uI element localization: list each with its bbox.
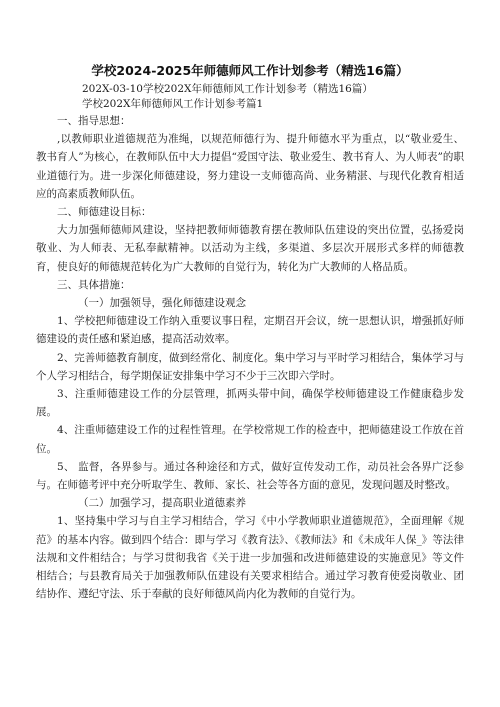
paragraph-goals: 大力加强师德师风建设，坚持把教师师德教育摆在教师队伍建设的突出位置，弘扬爱岗敬业、为人师表、无私奉献精神。以活动为主线，多渠道、多层次开展形式多样的师德教育，使良好的师德规范转化为广大教师的自觉行为，转化为广大教师的人格品质。 — [36, 224, 464, 273]
list-item: 1、坚持集中学习与自主学习相结合，学习《中小学教师职业道德规范》，全面理解《规范》的基本内容。做到四个结合：即与学习《教育法》、《教师法》和《未成年人保_》等法律法规和文件相结合；与学习贯彻我省《关于进一步加强和改进师德建设的实施意见》等文件相结合；与县教育局关于加强教师队伍建设有关要求相结合。通过学习教育使爱岗敬业、团结协作、遵纪守法、乐于奉献的良好师德风尚内化为教师的自觉行为。 — [36, 515, 464, 601]
list-item: 5、 监督，各界参与。通过各种途径和方式，做好宣传发动工作，动员社会各界广泛参与。在师德考评中充分听取学生、教师、家长、社会等各方面的意见，发现问题及时整改。 — [36, 460, 464, 492]
list-item: 1、学校把师德建设工作纳入重要议事日程，定期召开会议，统一思想认识，增强抓好师德建设的责任感和紧迫感，提高活动效率。 — [36, 315, 464, 346]
list-item: 2、完善师德教育制度，做到经常化、制度化。集中学习与平时学习相结合，集体学习与个人学习相结合，每学期保证安排集中学习不少于三次即六学时。 — [36, 351, 464, 382]
section-heading-goals: 二、师德建设目标： — [57, 206, 152, 219]
subsection-heading-leadership: （一）加强领导，强化师德建设观念 — [78, 297, 246, 310]
paragraph-guiding-thought: ,以教师职业道德规范为准绳，以规范师德行为、提升师德水平为重点，以“敬业爱生、教书育人”为核心，在教师队伍中大力提倡“爱国守法、敬业爱生、教书育人、为人师表”的职业道德行为。进一步深化师德建设，努力建设一支师德高尚、业务精湛、与现代化教育相适应的高素质教师队伍。 — [36, 133, 464, 200]
document-date-line: 202X-03-10学校202X年师德师风工作计划参考（精选16篇） — [82, 83, 373, 95]
subsection-heading-study: （二）加强学习，提高职业道德素养 — [78, 497, 246, 510]
section-heading-guiding-thought: 一、指导思想： — [57, 115, 131, 127]
document-title: 学校2024-2025年师德师风工作计划参考（精选16篇） — [91, 63, 409, 78]
section-heading-measures: 三、具体措施： — [57, 278, 131, 291]
document-page — [36, 62, 464, 603]
document-subtitle: 学校202X年师德师风工作计划参考篇1 — [82, 98, 264, 110]
list-item: 3、注重师德建设工作的分层管理，抓两头带中间，确保学校师德建设工作健康稳步发展。 — [36, 388, 464, 419]
list-item: 4、注重师德建设工作的过程性管理。在学校常规工作的检查中，把师德建设工作放在首位。 — [36, 424, 464, 455]
